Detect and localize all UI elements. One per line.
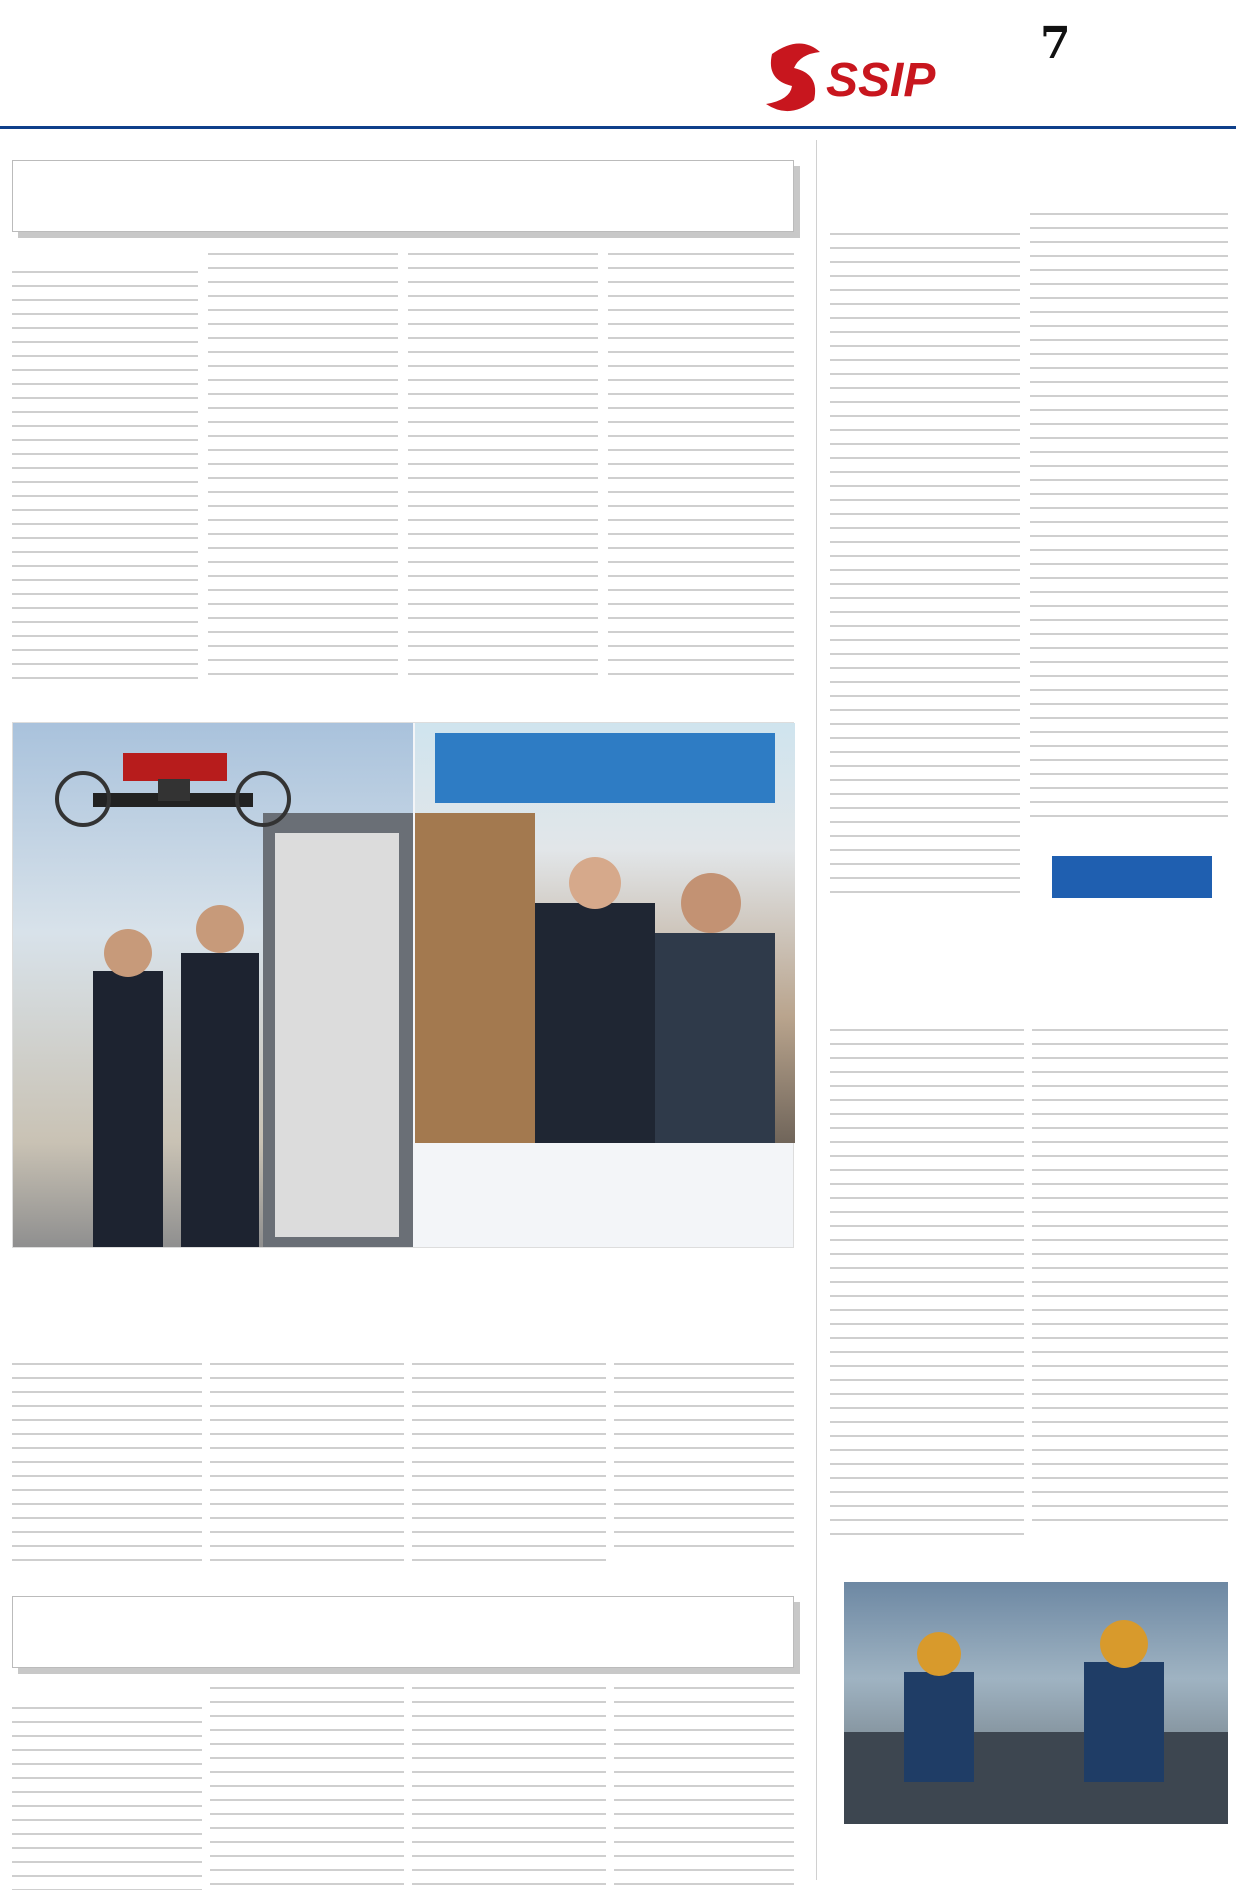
reading-col2 xyxy=(210,1356,404,1568)
photo-credit xyxy=(633,1223,783,1239)
photo-spread xyxy=(12,722,794,1248)
logo-text: SSIP xyxy=(826,54,936,107)
factory-photo-credit xyxy=(1150,1872,1228,1888)
newspaper-name xyxy=(1085,20,1225,64)
commentary-col1 xyxy=(830,226,1020,902)
photo-police-shop xyxy=(415,723,795,1143)
main-byline xyxy=(44,246,194,262)
main-article-col4 xyxy=(608,246,794,682)
commentary-col2 xyxy=(1030,206,1228,828)
header-rule xyxy=(0,126,1236,129)
reading-col3 xyxy=(412,1356,606,1568)
page-number: 7 xyxy=(1040,18,1071,69)
services-col2 xyxy=(1032,1022,1228,1532)
reading-headline xyxy=(12,1282,794,1334)
issue-date xyxy=(1010,64,1230,78)
health-col4 xyxy=(614,1680,794,1890)
main-article-col3 xyxy=(408,246,598,682)
reading-tag xyxy=(740,1560,794,1576)
health-byline xyxy=(34,1680,204,1696)
services-col1 xyxy=(830,1022,1024,1546)
commentary-headline xyxy=(830,158,1228,192)
column-divider xyxy=(816,140,817,1880)
drone-scene-art xyxy=(13,723,413,1247)
contact-line xyxy=(1010,80,1230,94)
commentary-badge xyxy=(1052,856,1212,898)
main-article-col2 xyxy=(208,246,398,682)
header-top-space xyxy=(0,0,1236,8)
health-col1 xyxy=(12,1700,202,1890)
commentary-byline xyxy=(868,206,988,222)
health-headline-box xyxy=(12,1596,794,1668)
main-headline-box xyxy=(12,160,794,232)
reading-col1 xyxy=(12,1356,202,1568)
services-headline-line1 xyxy=(830,950,1228,978)
email-line xyxy=(1010,96,1230,110)
main-article-col1 xyxy=(12,264,198,682)
ssip-logo xyxy=(760,34,990,120)
reading-col4 xyxy=(614,1356,794,1556)
photo-caption xyxy=(433,1155,783,1217)
health-col3 xyxy=(412,1680,606,1890)
shop-scene-art xyxy=(415,723,795,1143)
factory-photo-caption xyxy=(872,1832,1228,1872)
health-col2 xyxy=(210,1680,404,1890)
services-headline-line2 xyxy=(830,980,1228,1008)
photo-drone-police xyxy=(13,723,413,1247)
factory-photo xyxy=(844,1582,1228,1824)
factory-scene-art xyxy=(844,1582,1228,1824)
